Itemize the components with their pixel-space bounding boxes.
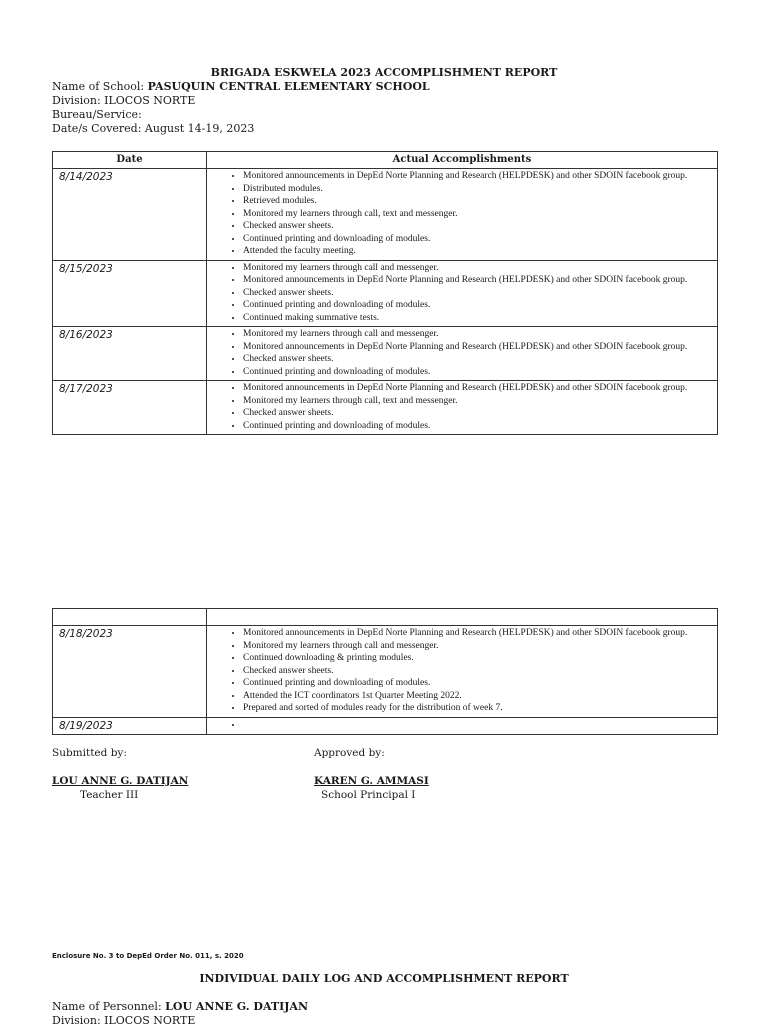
- row-accomplishments: [207, 626, 718, 718]
- row-accomplishments: [207, 381, 718, 435]
- empty-cell: [53, 609, 207, 626]
- accomplishment-item: • Monitored my learners through call, text and messenger.: [243, 395, 713, 408]
- submitted-by-label: Submitted by:: [52, 747, 127, 759]
- division-line: Division: ILOCOS NORTE: [52, 94, 196, 107]
- accomplishment-item: • Prepared and sorted of modules ready for the distribution of week 7.: [243, 702, 713, 715]
- submitter-name: LOU ANNE G. DATIJAN: [52, 775, 189, 787]
- accomplishment-item: • Retrieved modules.: [243, 195, 713, 208]
- accomplishment-item: • Continued printing and downloading of modules.: [243, 677, 713, 690]
- accomplishment-item: • Continued printing and downloading of modules.: [243, 299, 713, 312]
- school-label: Name of School:: [52, 80, 148, 93]
- accomplishment-item: • Continued printing and downloading of modules.: [243, 366, 713, 379]
- accomplishment-item: • Checked answer sheets.: [243, 665, 713, 678]
- row-date: 8/15/2023: [53, 260, 207, 327]
- table-row: [53, 717, 718, 734]
- approver-title: School Principal I: [321, 789, 416, 801]
- row-accomplishments: [207, 327, 718, 381]
- table-row: [53, 260, 718, 327]
- division-line-2: Division: ILOCOS NORTE: [52, 1014, 196, 1027]
- accomplishment-item: • Monitored announcements in DepEd Norte Planning and Research (HELPDESK) and other SDOIN facebook group.: [243, 170, 713, 183]
- table-header-row: [53, 152, 718, 169]
- accomplishment-item: • Attended the faculty meeting.: [243, 245, 713, 258]
- row-date: 8/16/2023: [53, 327, 207, 381]
- submitter-title: Teacher III: [80, 789, 139, 801]
- bureau-line: Bureau/Service:: [52, 108, 142, 121]
- header-accomplishments: Actual Accomplishments: [207, 152, 718, 169]
- personnel-label: Name of Personnel:: [52, 1000, 166, 1013]
- row-date: 8/14/2023: [53, 169, 207, 261]
- approved-by-label: Approved by:: [314, 747, 385, 759]
- accomplishment-item: • Monitored announcements in DepEd Norte Planning and Research (HELPDESK) and other SDOIN facebook group.: [243, 274, 713, 287]
- accomplishment-item: • Checked answer sheets.: [243, 220, 713, 233]
- table-row: [53, 169, 718, 261]
- row-date: 8/19/2023: [53, 717, 207, 734]
- accomplishment-item: [243, 719, 713, 732]
- table-row: [53, 381, 718, 435]
- personnel-value: LOU ANNE G. DATIJAN: [165, 1000, 309, 1013]
- school-value: PASUQUIN CENTRAL ELEMENTARY SCHOOL: [147, 80, 430, 93]
- row-accomplishments: [207, 169, 718, 261]
- accomplishment-item: • Monitored announcements in DepEd Norte Planning and Research (HELPDESK) and other SDOIN facebook group.: [243, 382, 713, 395]
- approver-name: KAREN G. AMMASI: [314, 775, 429, 787]
- empty-header-row: [53, 609, 718, 626]
- row-accomplishments: [207, 260, 718, 327]
- accomplishment-item: • Continued printing and downloading of modules.: [243, 420, 713, 433]
- header-date: Date: [53, 152, 207, 169]
- row-date: 8/17/2023: [53, 381, 207, 435]
- accomplishment-item: • Checked answer sheets.: [243, 353, 713, 366]
- empty-cell: [207, 609, 718, 626]
- accomplishment-item: • Monitored my learners through call and messenger.: [243, 262, 713, 275]
- accomplishment-item: • Monitored announcements in DepEd Norte Planning and Research (HELPDESK) and other SDOIN facebook group.: [243, 627, 713, 640]
- accomplishment-item: • Monitored announcements in DepEd Norte Planning and Research (HELPDESK) and other SDOIN facebook group.: [243, 341, 713, 354]
- accomplishment-item: • Monitored my learners through call, text and messenger.: [243, 208, 713, 221]
- school-line: [52, 80, 430, 94]
- accomplishment-item: • Continued printing and downloading of modules.: [243, 233, 713, 246]
- personnel-line: [52, 1000, 308, 1014]
- accomplishment-item: • Distributed modules.: [243, 183, 713, 196]
- accomplishment-item: • Continued making summative tests.: [243, 312, 713, 325]
- accomplishment-item: • Monitored my learners through call and messenger.: [243, 640, 713, 653]
- accomplishment-item: • Attended the ICT coordinators 1st Quarter Meeting 2022.: [243, 690, 713, 703]
- dates-covered-line: Date/s Covered: August 14-19, 2023: [52, 122, 255, 135]
- accomplishment-item: • Continued downloading & printing modules.: [243, 652, 713, 665]
- row-date: 8/18/2023: [53, 626, 207, 718]
- accomplishment-item: • Checked answer sheets.: [243, 407, 713, 420]
- daily-log-title: INDIVIDUAL DAILY LOG AND ACCOMPLISHMENT REPORT: [199, 972, 569, 985]
- accomplishment-item: • Monitored my learners through call and messenger.: [243, 328, 713, 341]
- table-row: [53, 626, 718, 718]
- table-row: [53, 327, 718, 381]
- row-accomplishments: [207, 717, 718, 734]
- accomplishment-item: • Checked answer sheets.: [243, 287, 713, 300]
- accomplishment-table: [52, 151, 718, 435]
- report-title: BRIGADA ESKWELA 2023 ACCOMPLISHMENT REPORT: [210, 66, 558, 79]
- enclosure-note: Enclosure No. 3 to DepEd Order No. 011, s. 2020: [52, 952, 244, 960]
- accomplishment-table-continued: [52, 608, 718, 735]
